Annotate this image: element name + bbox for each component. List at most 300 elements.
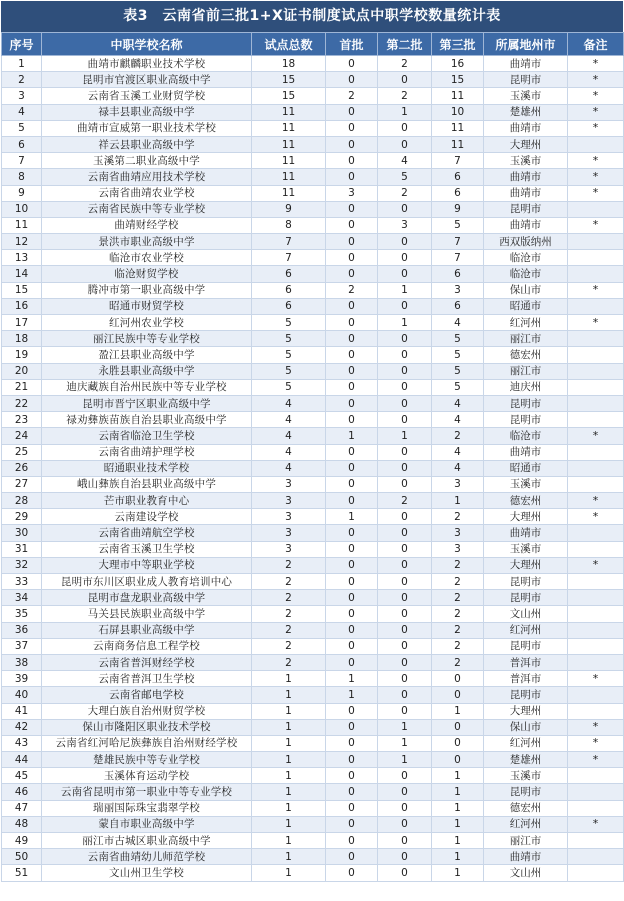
cell-school-name: 楚雄民族中等专业学校: [42, 752, 252, 768]
cell-pilot-total: 5: [252, 315, 326, 331]
cell-pilot-total: 1: [252, 752, 326, 768]
table-header: [2, 33, 624, 56]
cell-remark: *: [568, 428, 624, 444]
cell-first-batch: 1: [326, 428, 378, 444]
cell-serial-number: 41: [2, 703, 42, 719]
cell-serial-number: 28: [2, 493, 42, 509]
header-first-batch: 首批: [326, 33, 378, 56]
cell-school-name: 昆明市官渡区职业高级中学: [42, 72, 252, 88]
cell-school-name: 临沧财贸学校: [42, 266, 252, 282]
table-row: [2, 557, 624, 573]
cell-pilot-total: 2: [252, 654, 326, 670]
cell-remark: [568, 703, 624, 719]
cell-second-batch: 0: [378, 606, 432, 622]
cell-first-batch: 0: [326, 865, 378, 881]
table-row: [2, 735, 624, 751]
cell-prefecture: 曲靖市: [484, 217, 568, 233]
cell-serial-number: 51: [2, 865, 42, 881]
cell-prefecture: 曲靖市: [484, 185, 568, 201]
cell-remark: *: [568, 56, 624, 72]
document-page: [1, 1, 623, 899]
cell-pilot-total: 4: [252, 444, 326, 460]
cell-second-batch: 0: [378, 638, 432, 654]
cell-pilot-total: 11: [252, 169, 326, 185]
cell-second-batch: 0: [378, 412, 432, 428]
cell-serial-number: 7: [2, 153, 42, 169]
cell-pilot-total: 4: [252, 428, 326, 444]
cell-remark: [568, 379, 624, 395]
cell-pilot-total: 8: [252, 217, 326, 233]
cell-school-name: 祥云县职业高级中学: [42, 136, 252, 152]
cell-first-batch: 0: [326, 217, 378, 233]
cell-second-batch: 2: [378, 56, 432, 72]
table-row: [2, 687, 624, 703]
cell-second-batch: 0: [378, 687, 432, 703]
cell-serial-number: 19: [2, 347, 42, 363]
cell-third-batch: 11: [432, 120, 484, 136]
cell-first-batch: 0: [326, 816, 378, 832]
cell-pilot-total: 6: [252, 298, 326, 314]
table-row: [2, 56, 624, 72]
cell-school-name: 云南省曲靖护理学校: [42, 444, 252, 460]
cell-remark: [568, 590, 624, 606]
cell-prefecture: 曲靖市: [484, 169, 568, 185]
table-row: [2, 153, 624, 169]
cell-serial-number: 26: [2, 460, 42, 476]
cell-remark: [568, 201, 624, 217]
cell-second-batch: 0: [378, 784, 432, 800]
cell-second-batch: 0: [378, 331, 432, 347]
cell-first-batch: 0: [326, 800, 378, 816]
cell-first-batch: 0: [326, 784, 378, 800]
cell-pilot-total: 11: [252, 104, 326, 120]
cell-prefecture: 昆明市: [484, 201, 568, 217]
cell-serial-number: 14: [2, 266, 42, 282]
cell-first-batch: 0: [326, 250, 378, 266]
cell-remark: [568, 347, 624, 363]
table-row: [2, 525, 624, 541]
cell-first-batch: 0: [326, 606, 378, 622]
header-second-batch: 第二批: [378, 33, 432, 56]
cell-school-name: 大理白族自治州财贸学校: [42, 703, 252, 719]
cell-school-name: 瑞丽国际珠宝翡翠学校: [42, 800, 252, 816]
cell-school-name: 云南省普洱财经学校: [42, 654, 252, 670]
table-row: [2, 185, 624, 201]
cell-second-batch: 0: [378, 590, 432, 606]
cell-first-batch: 0: [326, 153, 378, 169]
cell-prefecture: 临沧市: [484, 250, 568, 266]
cell-second-batch: 0: [378, 250, 432, 266]
cell-first-batch: 0: [326, 622, 378, 638]
cell-first-batch: 0: [326, 768, 378, 784]
cell-school-name: 保山市隆阳区职业技术学校: [42, 719, 252, 735]
cell-remark: [568, 784, 624, 800]
table-row: [2, 638, 624, 654]
cell-first-batch: 0: [326, 541, 378, 557]
cell-school-name: 昆明市东川区职业成人教育培训中心: [42, 574, 252, 590]
table-row: [2, 800, 624, 816]
table-row: [2, 379, 624, 395]
cell-remark: [568, 525, 624, 541]
table-row: [2, 234, 624, 250]
cell-school-name: 云南省曲靖农业学校: [42, 185, 252, 201]
cell-pilot-total: 2: [252, 574, 326, 590]
cell-third-batch: 7: [432, 234, 484, 250]
cell-second-batch: 0: [378, 703, 432, 719]
cell-third-batch: 0: [432, 735, 484, 751]
cell-third-batch: 0: [432, 671, 484, 687]
cell-serial-number: 35: [2, 606, 42, 622]
cell-pilot-total: 15: [252, 88, 326, 104]
cell-third-batch: 1: [432, 833, 484, 849]
cell-third-batch: 7: [432, 153, 484, 169]
cell-second-batch: 2: [378, 493, 432, 509]
cell-third-batch: 1: [432, 800, 484, 816]
cell-second-batch: 1: [378, 428, 432, 444]
cell-prefecture: 曲靖市: [484, 120, 568, 136]
cell-school-name: 云南省玉溪工业财贸学校: [42, 88, 252, 104]
cell-third-batch: 9: [432, 201, 484, 217]
cell-remark: [568, 476, 624, 492]
cell-prefecture: 玉溪市: [484, 476, 568, 492]
table-row: [2, 622, 624, 638]
cell-serial-number: 25: [2, 444, 42, 460]
cell-school-name: 大理市中等职业学校: [42, 557, 252, 573]
cell-third-batch: 4: [432, 315, 484, 331]
cell-third-batch: 1: [432, 703, 484, 719]
cell-remark: [568, 136, 624, 152]
cell-remark: *: [568, 816, 624, 832]
cell-first-batch: 0: [326, 363, 378, 379]
cell-serial-number: 30: [2, 525, 42, 541]
cell-first-batch: 0: [326, 574, 378, 590]
cell-remark: [568, 654, 624, 670]
cell-prefecture: 昆明市: [484, 412, 568, 428]
cell-pilot-total: 6: [252, 282, 326, 298]
cell-second-batch: 1: [378, 104, 432, 120]
table-row: [2, 169, 624, 185]
cell-pilot-total: 11: [252, 120, 326, 136]
cell-third-batch: 11: [432, 136, 484, 152]
cell-serial-number: 49: [2, 833, 42, 849]
cell-third-batch: 6: [432, 298, 484, 314]
cell-third-batch: 4: [432, 460, 484, 476]
cell-prefecture: 昆明市: [484, 784, 568, 800]
table-row: [2, 315, 624, 331]
table-row: [2, 493, 624, 509]
cell-serial-number: 43: [2, 735, 42, 751]
cell-prefecture: 普洱市: [484, 654, 568, 670]
cell-remark: *: [568, 88, 624, 104]
cell-second-batch: 0: [378, 525, 432, 541]
cell-remark: *: [568, 72, 624, 88]
table-row: [2, 363, 624, 379]
cell-school-name: 禄劝彝族苗族自治县职业高级中学: [42, 412, 252, 428]
cell-remark: *: [568, 719, 624, 735]
cell-second-batch: 0: [378, 849, 432, 865]
cell-second-batch: 3: [378, 217, 432, 233]
cell-second-batch: 5: [378, 169, 432, 185]
cell-second-batch: 0: [378, 671, 432, 687]
table-body: [2, 56, 624, 882]
table-row: [2, 703, 624, 719]
cell-second-batch: 0: [378, 541, 432, 557]
cell-second-batch: 0: [378, 266, 432, 282]
cell-serial-number: 13: [2, 250, 42, 266]
cell-school-name: 曲靖市麒麟职业技术学校: [42, 56, 252, 72]
cell-third-batch: 1: [432, 784, 484, 800]
cell-school-name: 文山州卫生学校: [42, 865, 252, 881]
cell-second-batch: 1: [378, 719, 432, 735]
table-row: [2, 250, 624, 266]
cell-school-name: 昭通市财贸学校: [42, 298, 252, 314]
table-row: [2, 88, 624, 104]
cell-third-batch: 10: [432, 104, 484, 120]
cell-pilot-total: 3: [252, 525, 326, 541]
cell-pilot-total: 2: [252, 590, 326, 606]
cell-pilot-total: 1: [252, 816, 326, 832]
table-row: [2, 784, 624, 800]
cell-serial-number: 37: [2, 638, 42, 654]
cell-first-batch: 0: [326, 849, 378, 865]
cell-serial-number: 44: [2, 752, 42, 768]
cell-third-batch: 3: [432, 525, 484, 541]
cell-serial-number: 38: [2, 654, 42, 670]
cell-remark: [568, 865, 624, 881]
cell-school-name: 曲靖市宣威第一职业技术学校: [42, 120, 252, 136]
cell-third-batch: 11: [432, 88, 484, 104]
cell-prefecture: 玉溪市: [484, 153, 568, 169]
cell-serial-number: 46: [2, 784, 42, 800]
cell-serial-number: 6: [2, 136, 42, 152]
table-row: [2, 120, 624, 136]
table-row: [2, 444, 624, 460]
cell-third-batch: 2: [432, 557, 484, 573]
cell-second-batch: 0: [378, 120, 432, 136]
cell-third-batch: 2: [432, 509, 484, 525]
cell-school-name: 昆明市盘龙职业高级中学: [42, 590, 252, 606]
cell-school-name: 云南省民族中等专业学校: [42, 201, 252, 217]
cell-pilot-total: 3: [252, 541, 326, 557]
cell-school-name: 云南商务信息工程学校: [42, 638, 252, 654]
cell-pilot-total: 7: [252, 234, 326, 250]
cell-first-batch: 0: [326, 412, 378, 428]
cell-third-batch: 3: [432, 476, 484, 492]
cell-first-batch: 0: [326, 460, 378, 476]
table-row: [2, 833, 624, 849]
cell-serial-number: 20: [2, 363, 42, 379]
cell-second-batch: 1: [378, 735, 432, 751]
cell-second-batch: 2: [378, 88, 432, 104]
cell-pilot-total: 4: [252, 412, 326, 428]
cell-third-batch: 1: [432, 849, 484, 865]
cell-school-name: 云南省曲靖航空学校: [42, 525, 252, 541]
cell-first-batch: 0: [326, 557, 378, 573]
cell-first-batch: 0: [326, 136, 378, 152]
cell-remark: *: [568, 509, 624, 525]
cell-pilot-total: 1: [252, 687, 326, 703]
cell-third-batch: 1: [432, 816, 484, 832]
cell-first-batch: 0: [326, 703, 378, 719]
cell-third-batch: 0: [432, 687, 484, 703]
cell-pilot-total: 2: [252, 606, 326, 622]
cell-first-batch: 0: [326, 493, 378, 509]
cell-third-batch: 5: [432, 379, 484, 395]
cell-second-batch: 0: [378, 557, 432, 573]
cell-prefecture: 玉溪市: [484, 88, 568, 104]
cell-pilot-total: 1: [252, 865, 326, 881]
cell-first-batch: 0: [326, 752, 378, 768]
cell-serial-number: 12: [2, 234, 42, 250]
cell-pilot-total: 2: [252, 638, 326, 654]
cell-serial-number: 45: [2, 768, 42, 784]
cell-remark: [568, 412, 624, 428]
header-remark: 备注: [568, 33, 624, 56]
cell-pilot-total: 3: [252, 509, 326, 525]
cell-pilot-total: 1: [252, 671, 326, 687]
cell-prefecture: 曲靖市: [484, 444, 568, 460]
cell-prefecture: 文山州: [484, 606, 568, 622]
cell-first-batch: 0: [326, 638, 378, 654]
cell-prefecture: 保山市: [484, 282, 568, 298]
cell-third-batch: 2: [432, 622, 484, 638]
cell-third-batch: 2: [432, 428, 484, 444]
cell-prefecture: 昆明市: [484, 72, 568, 88]
cell-prefecture: 保山市: [484, 719, 568, 735]
table-row: [2, 590, 624, 606]
cell-serial-number: 23: [2, 412, 42, 428]
cell-first-batch: 3: [326, 185, 378, 201]
cell-school-name: 云南省邮电学校: [42, 687, 252, 703]
cell-prefecture: 丽江市: [484, 363, 568, 379]
cell-prefecture: 红河州: [484, 735, 568, 751]
table-row: [2, 217, 624, 233]
cell-second-batch: 0: [378, 444, 432, 460]
cell-serial-number: 36: [2, 622, 42, 638]
cell-third-batch: 6: [432, 169, 484, 185]
table-row: [2, 298, 624, 314]
cell-remark: *: [568, 735, 624, 751]
cell-third-batch: 5: [432, 331, 484, 347]
cell-first-batch: 0: [326, 379, 378, 395]
cell-school-name: 云南建设学校: [42, 509, 252, 525]
cell-third-batch: 2: [432, 590, 484, 606]
cell-pilot-total: 4: [252, 460, 326, 476]
cell-third-batch: 2: [432, 654, 484, 670]
cell-second-batch: 0: [378, 363, 432, 379]
cell-prefecture: 丽江市: [484, 833, 568, 849]
cell-prefecture: 迪庆州: [484, 379, 568, 395]
cell-serial-number: 24: [2, 428, 42, 444]
cell-third-batch: 2: [432, 574, 484, 590]
cell-serial-number: 4: [2, 104, 42, 120]
cell-first-batch: 1: [326, 671, 378, 687]
cell-serial-number: 32: [2, 557, 42, 573]
cell-first-batch: 0: [326, 72, 378, 88]
cell-school-name: 云南省曲靖幼儿师范学校: [42, 849, 252, 865]
cell-second-batch: 1: [378, 752, 432, 768]
cell-prefecture: 西双版纳州: [484, 234, 568, 250]
cell-first-batch: 0: [326, 476, 378, 492]
cell-pilot-total: 11: [252, 185, 326, 201]
cell-second-batch: 1: [378, 315, 432, 331]
cell-prefecture: 曲靖市: [484, 56, 568, 72]
cell-second-batch: 0: [378, 833, 432, 849]
cell-first-batch: 0: [326, 201, 378, 217]
cell-first-batch: 0: [326, 590, 378, 606]
cell-first-batch: 0: [326, 735, 378, 751]
cell-remark: [568, 622, 624, 638]
cell-school-name: 石屏县职业高级中学: [42, 622, 252, 638]
table-row: [2, 201, 624, 217]
table-row: [2, 476, 624, 492]
cell-prefecture: 红河州: [484, 315, 568, 331]
cell-first-batch: 0: [326, 833, 378, 849]
cell-remark: *: [568, 120, 624, 136]
cell-pilot-total: 1: [252, 768, 326, 784]
cell-pilot-total: 4: [252, 395, 326, 411]
cell-second-batch: 0: [378, 379, 432, 395]
cell-third-batch: 5: [432, 347, 484, 363]
cell-pilot-total: 11: [252, 153, 326, 169]
cell-serial-number: 9: [2, 185, 42, 201]
cell-pilot-total: 6: [252, 266, 326, 282]
statistics-table: [1, 32, 624, 882]
cell-serial-number: 50: [2, 849, 42, 865]
cell-remark: [568, 395, 624, 411]
header-third-batch: 第三批: [432, 33, 484, 56]
cell-serial-number: 40: [2, 687, 42, 703]
cell-prefecture: 昭通市: [484, 460, 568, 476]
cell-third-batch: 3: [432, 541, 484, 557]
cell-serial-number: 18: [2, 331, 42, 347]
cell-serial-number: 39: [2, 671, 42, 687]
cell-second-batch: 0: [378, 395, 432, 411]
cell-remark: [568, 833, 624, 849]
cell-pilot-total: 2: [252, 622, 326, 638]
cell-prefecture: 大理州: [484, 136, 568, 152]
table-row: [2, 752, 624, 768]
header-serial-number: 序号: [2, 33, 42, 56]
cell-pilot-total: 9: [252, 201, 326, 217]
cell-prefecture: 楚雄州: [484, 752, 568, 768]
table-row: [2, 104, 624, 120]
cell-third-batch: 16: [432, 56, 484, 72]
cell-serial-number: 1: [2, 56, 42, 72]
cell-prefecture: 昆明市: [484, 638, 568, 654]
cell-serial-number: 27: [2, 476, 42, 492]
cell-second-batch: 0: [378, 574, 432, 590]
cell-first-batch: 0: [326, 298, 378, 314]
cell-first-batch: 0: [326, 234, 378, 250]
cell-first-batch: 0: [326, 169, 378, 185]
cell-second-batch: 0: [378, 509, 432, 525]
cell-first-batch: 0: [326, 331, 378, 347]
cell-third-batch: 6: [432, 185, 484, 201]
cell-remark: [568, 849, 624, 865]
cell-prefecture: 玉溪市: [484, 541, 568, 557]
cell-remark: *: [568, 671, 624, 687]
cell-pilot-total: 1: [252, 833, 326, 849]
cell-prefecture: 昆明市: [484, 687, 568, 703]
cell-school-name: 丽江民族中等专业学校: [42, 331, 252, 347]
cell-school-name: 云南省普洱卫生学校: [42, 671, 252, 687]
cell-second-batch: 0: [378, 347, 432, 363]
cell-serial-number: 15: [2, 282, 42, 298]
cell-remark: [568, 363, 624, 379]
cell-second-batch: 0: [378, 816, 432, 832]
cell-third-batch: 3: [432, 282, 484, 298]
